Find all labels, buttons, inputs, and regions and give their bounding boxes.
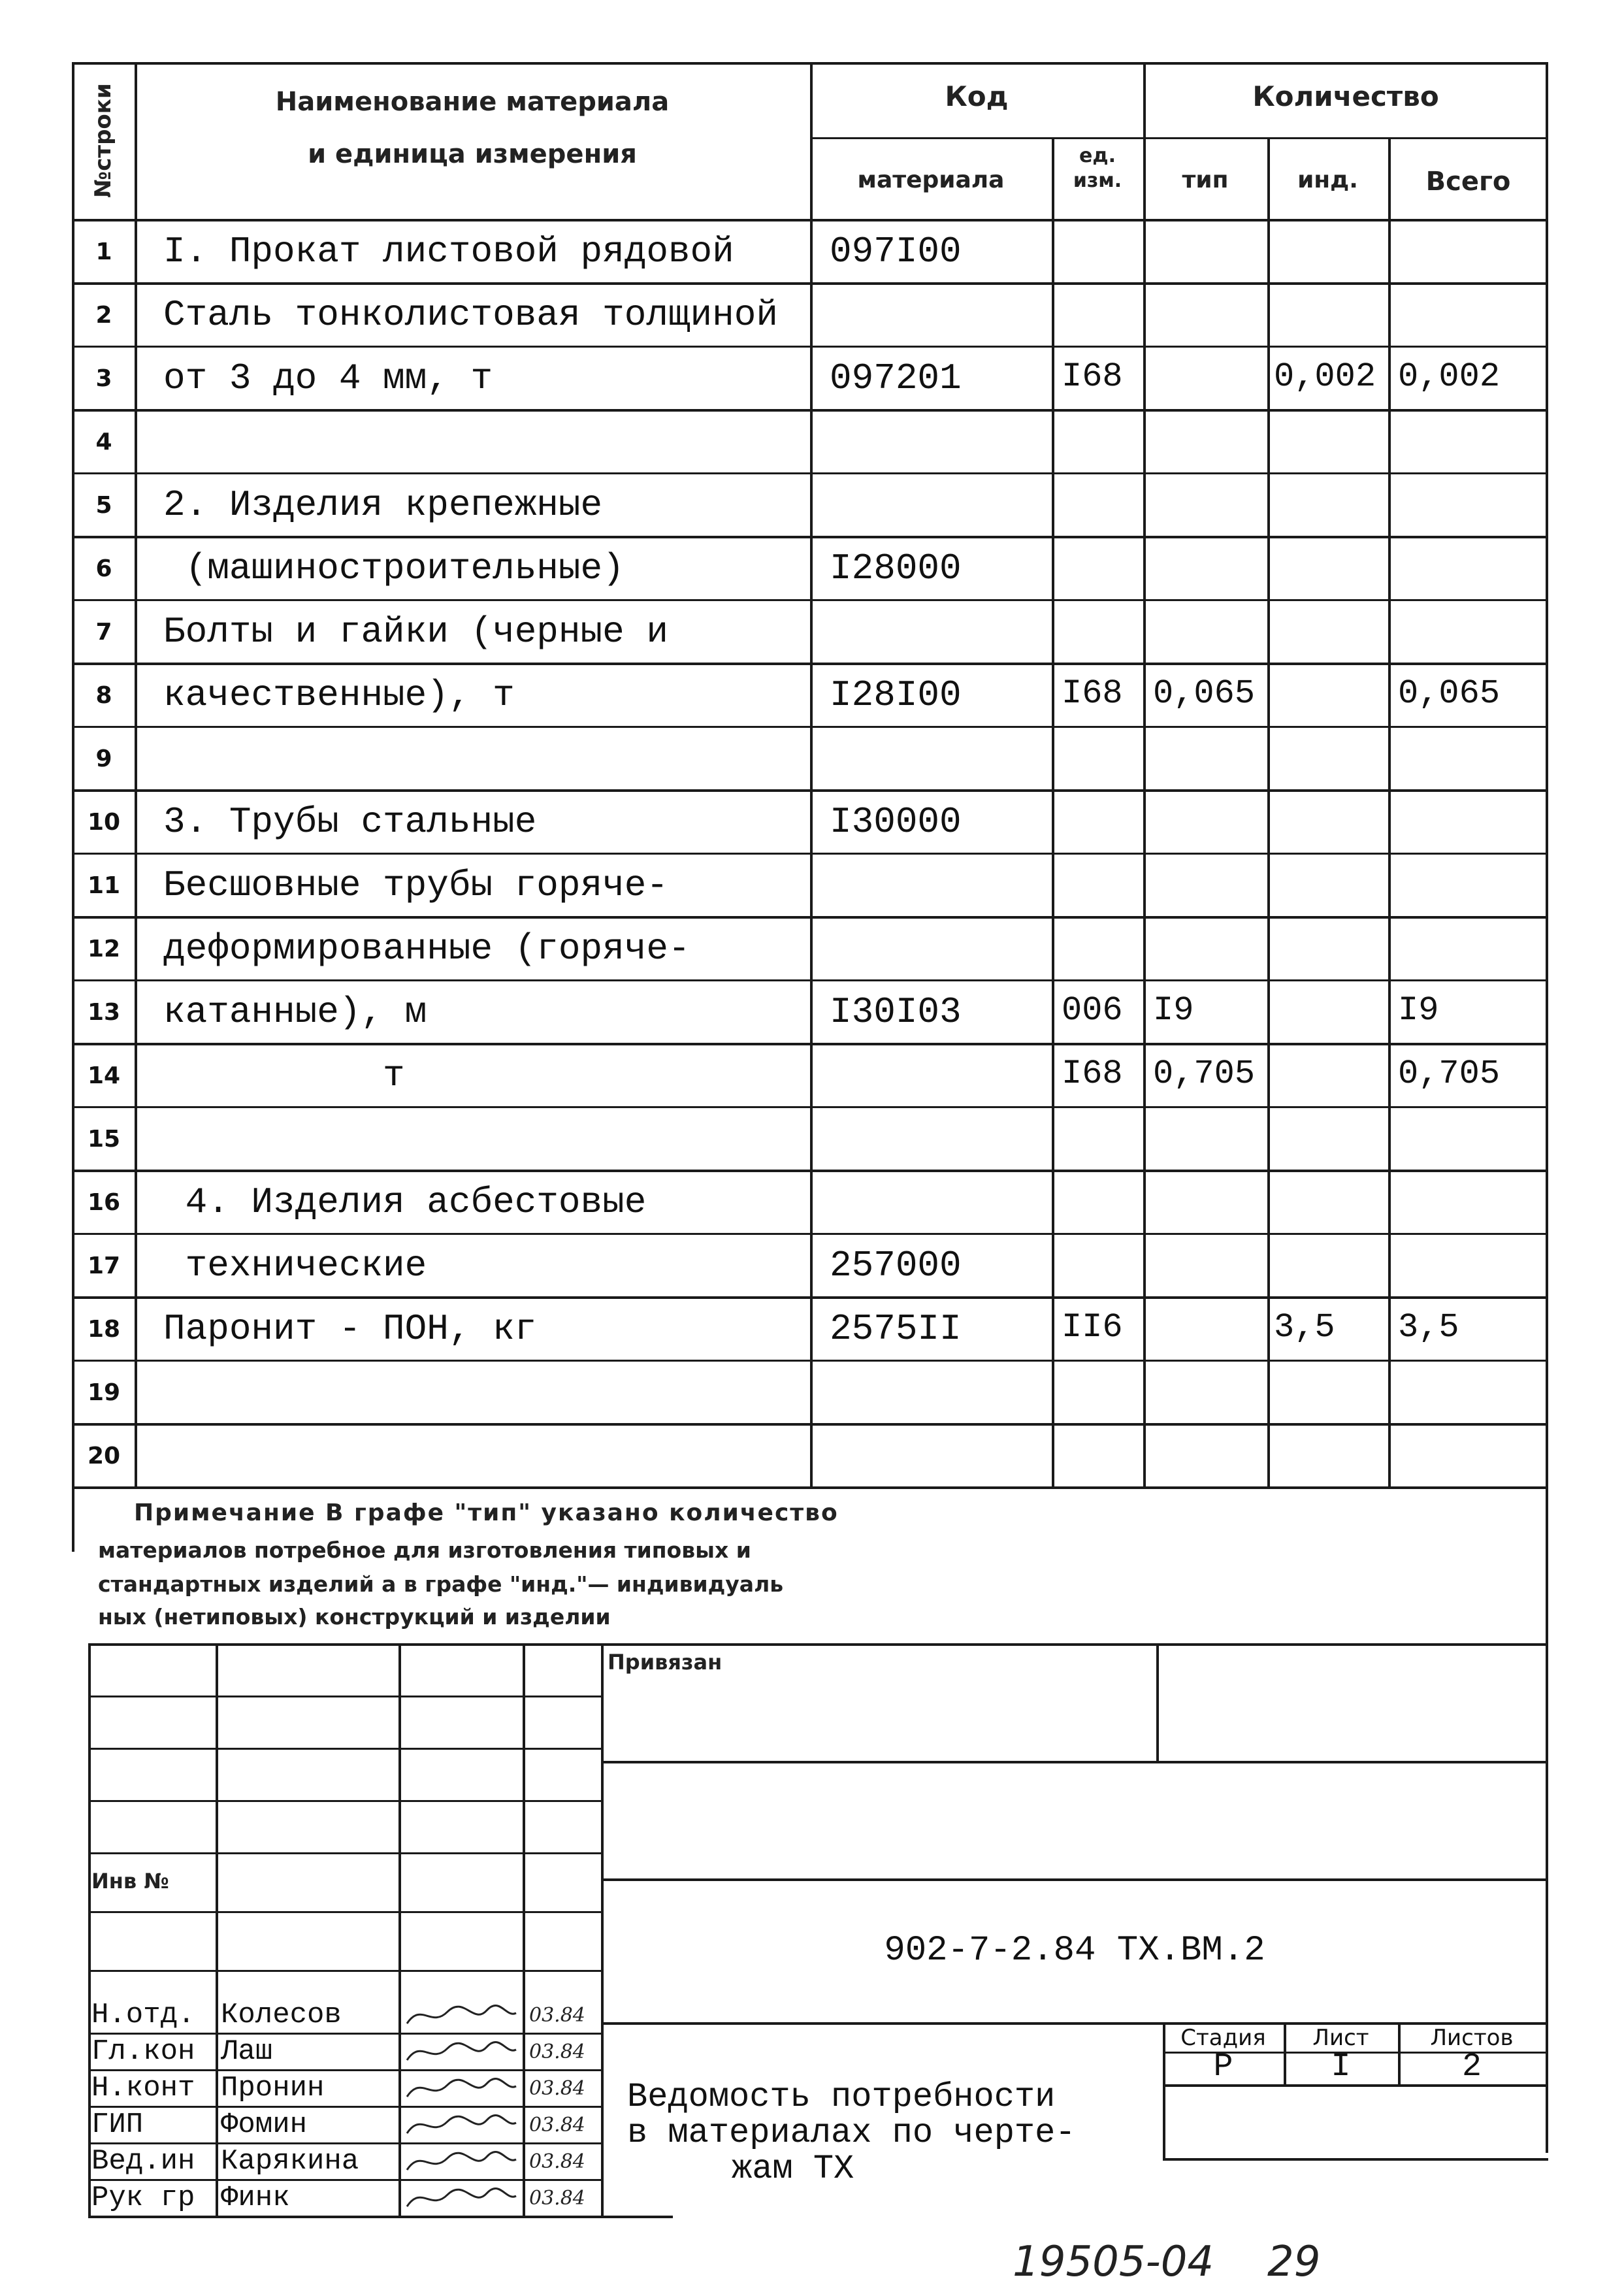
row-number: 3 (95, 365, 112, 392)
name-header-line1: Наименование материала (275, 87, 670, 117)
row-name: от 3 до 4 мм, т (163, 357, 493, 399)
title-line-1: Ведомость потребности (627, 2078, 1056, 2116)
row-line (72, 346, 1548, 348)
row-number: 5 (95, 492, 112, 519)
tb-staff-line (88, 2033, 601, 2035)
staff-role: Н.отд. (91, 1999, 195, 2031)
staff-name: Лаш (221, 2035, 273, 2068)
row-number: 20 (87, 1443, 121, 1469)
row-unit: II6 (1062, 1308, 1123, 1347)
staff-role: Вед.ин (91, 2145, 195, 2178)
qty-type-header: тип (1182, 167, 1229, 193)
inventory-number: 19505-04 (1013, 2238, 1214, 2286)
row-line (72, 472, 1548, 474)
row-unit: 006 (1062, 991, 1123, 1030)
row-code: I28I00 (830, 674, 962, 716)
row-total: 0,065 (1398, 674, 1501, 713)
row-name: I. Прокат листовой рядовой (163, 231, 734, 272)
staff-date: 03.84 (529, 2150, 585, 2173)
qty-total-header: Всего (1425, 167, 1511, 197)
stage-value: Р (1213, 2048, 1233, 2086)
col-line-ind (1388, 137, 1391, 1486)
staff-name: Колесов (221, 1999, 342, 2031)
row-number: 11 (87, 872, 121, 899)
row-total: 0,002 (1398, 357, 1501, 396)
tb-row-line (88, 1970, 601, 1972)
row-name: качественные), т (163, 674, 515, 716)
row-line (72, 536, 1548, 538)
privyazan-label: Привязан (608, 1650, 723, 1675)
row-line (72, 726, 1548, 728)
row-name: деформированные (горяче- (163, 928, 690, 970)
row-line (72, 916, 1548, 919)
row-line (72, 1296, 1548, 1299)
staff-name: Карякина (221, 2145, 359, 2178)
staff-name: Финк (221, 2182, 290, 2214)
staff-date: 03.84 (529, 2077, 585, 2100)
col-line-num (135, 62, 137, 1486)
qty-ind-header: инд. (1297, 167, 1358, 193)
row-ind: 0,002 (1274, 357, 1376, 396)
row-line (72, 663, 1548, 665)
signature-scribble (402, 2108, 519, 2141)
sheet-value: I (1331, 2048, 1351, 2086)
row-line (72, 599, 1548, 601)
staff-date: 03.84 (529, 2040, 585, 2063)
row-line (72, 1423, 1548, 1426)
row-number: 4 (95, 429, 112, 455)
note-line-4: ных (нетиповых) конструкций и изделии (98, 1604, 611, 1630)
code-material-header: материала (857, 167, 1005, 193)
staff-role: Рук гр (91, 2182, 195, 2214)
row-line (72, 1106, 1548, 1108)
row-name: Бесшовные трубы горяче- (163, 864, 668, 906)
stage-label: Стадия (1180, 2025, 1266, 2051)
row-name: катанные), м (163, 991, 427, 1033)
row-number: 16 (87, 1189, 121, 1216)
note-line-3: стандартных изделий а в графе "инд."— индивидуаль (98, 1571, 784, 1597)
signature-scribble (402, 2145, 519, 2178)
row-ind: 3,5 (1274, 1308, 1335, 1347)
inventory-label: Инв № (91, 1869, 169, 1893)
row-unit: I68 (1062, 1055, 1123, 1093)
header-subline (810, 137, 1548, 139)
tb-row-line (88, 1800, 601, 1802)
tb-col-role (216, 1643, 218, 2218)
tb-row-line (88, 1696, 601, 1697)
row-total: 3,5 (1398, 1308, 1459, 1347)
code-header: Код (945, 80, 1009, 112)
tb-left (88, 1643, 91, 2218)
row-unit: I68 (1062, 674, 1123, 713)
row-total: I9 (1398, 991, 1439, 1030)
tb-line-code-top (601, 1878, 1548, 1881)
sheets-label: Листов (1430, 2025, 1514, 2051)
row-name: 4. Изделия асбестовые (163, 1181, 647, 1223)
row-code: I28000 (830, 548, 962, 589)
sheet-label: Лист (1312, 2025, 1369, 2051)
row-name: (машиностроительные) (163, 548, 625, 589)
row-number: 1 (95, 238, 112, 265)
row-name: т (163, 1055, 405, 1096)
row-name: 2. Изделия крепежные (163, 484, 603, 526)
document-sheet (72, 62, 1548, 2286)
tb-col-name (398, 1643, 401, 2218)
row-number: 18 (87, 1316, 121, 1343)
row-name: Сталь тонколистовая толщиной (163, 294, 778, 336)
tb-row-line (88, 1911, 601, 1913)
row-name: Паронит - ПОН, кг (163, 1308, 537, 1350)
row-total: 0,705 (1398, 1055, 1501, 1093)
signature-scribble (402, 2035, 519, 2068)
sheets-value: 2 (1461, 2048, 1482, 2086)
staff-role: ГИП (91, 2108, 144, 2141)
staff-date: 03.84 (529, 2187, 585, 2210)
row-number-header: №строки (90, 83, 116, 198)
row-line (72, 1043, 1548, 1045)
tb-staff-line (88, 2069, 601, 2071)
row-line (72, 282, 1548, 285)
row-number: 13 (87, 999, 121, 1026)
tb-staff-line (88, 2216, 601, 2218)
row-number: 15 (87, 1126, 121, 1153)
tb-staff-line (88, 2106, 601, 2108)
note-top-line (72, 1486, 1548, 1489)
row-code: I30I03 (830, 991, 962, 1033)
note-line-1: Примечание В графе "тип" указано количество (134, 1499, 839, 1526)
tb-col-sign (523, 1643, 525, 2218)
note-line-2: материалов потребное для изготовления типовых и (98, 1537, 751, 1563)
staff-name: Фомин (221, 2108, 308, 2141)
tb-row-line (88, 1748, 601, 1750)
tb-line-privyazan (601, 1761, 1548, 1763)
row-number: 7 (95, 619, 112, 646)
col-line-unit (1143, 62, 1146, 1486)
row-type: 0,065 (1153, 674, 1256, 713)
tb-row-line (88, 1852, 601, 1854)
row-code: 097201 (830, 357, 962, 399)
row-number: 2 (95, 302, 112, 329)
frame-left (72, 62, 74, 1552)
row-type: 0,705 (1153, 1055, 1256, 1093)
tb-right-bottom (1163, 2158, 1548, 2161)
signature-scribble (402, 1999, 519, 2031)
row-line (72, 979, 1548, 981)
row-type: I9 (1153, 991, 1194, 1030)
col-line-code (1052, 137, 1054, 1486)
row-line (72, 409, 1548, 412)
signature-scribble (402, 2182, 519, 2214)
col-line-type (1267, 137, 1270, 1486)
title-line-2: в материалах по черте- (627, 2114, 1076, 2152)
row-code: 2575II (830, 1308, 962, 1350)
row-line (72, 789, 1548, 792)
tb-top (88, 1643, 1548, 1646)
page-number: 29 (1267, 2238, 1321, 2286)
document-code: 902-7-2.84 ТХ.ВМ.2 (884, 1931, 1265, 1971)
row-line (72, 1170, 1548, 1172)
signature-scribble (402, 2072, 519, 2105)
staff-date: 03.84 (529, 2004, 585, 2027)
row-number: 9 (95, 746, 112, 772)
row-number: 8 (95, 682, 112, 709)
staff-date: 03.84 (529, 2114, 585, 2137)
quantity-header: Количество (1252, 80, 1439, 112)
row-name: Болты и гайки (черные и (163, 611, 668, 653)
header-bottom (72, 219, 1548, 221)
row-name: технические (163, 1245, 427, 1286)
row-line (72, 853, 1548, 855)
row-name: 3. Трубы стальные (163, 801, 537, 843)
row-number: 17 (87, 1253, 121, 1279)
row-unit: I68 (1062, 357, 1123, 396)
tb-staff-line (88, 2179, 601, 2181)
row-number: 10 (87, 809, 121, 836)
tb-staff-line (88, 2142, 601, 2144)
tb-privyazan-split (1156, 1643, 1159, 1761)
row-number: 14 (87, 1062, 121, 1089)
row-code: 097I00 (830, 231, 962, 272)
staff-role: Н.конт (91, 2072, 195, 2105)
row-line (72, 1233, 1548, 1235)
row-number: 19 (87, 1379, 121, 1406)
staff-name: Пронин (221, 2072, 325, 2105)
code-unit-header: ед. изм. (1073, 144, 1122, 192)
row-line (72, 1360, 1548, 1362)
col-line-name (810, 62, 813, 1486)
row-number: 6 (95, 555, 112, 582)
staff-role: Гл.кон (91, 2035, 195, 2068)
title-line-3: жам ТХ (732, 2150, 854, 2188)
row-code: 257000 (830, 1245, 962, 1286)
row-number: 12 (87, 936, 121, 962)
name-header-line2: и единица измерения (308, 139, 637, 169)
row-code: I30000 (830, 801, 962, 843)
